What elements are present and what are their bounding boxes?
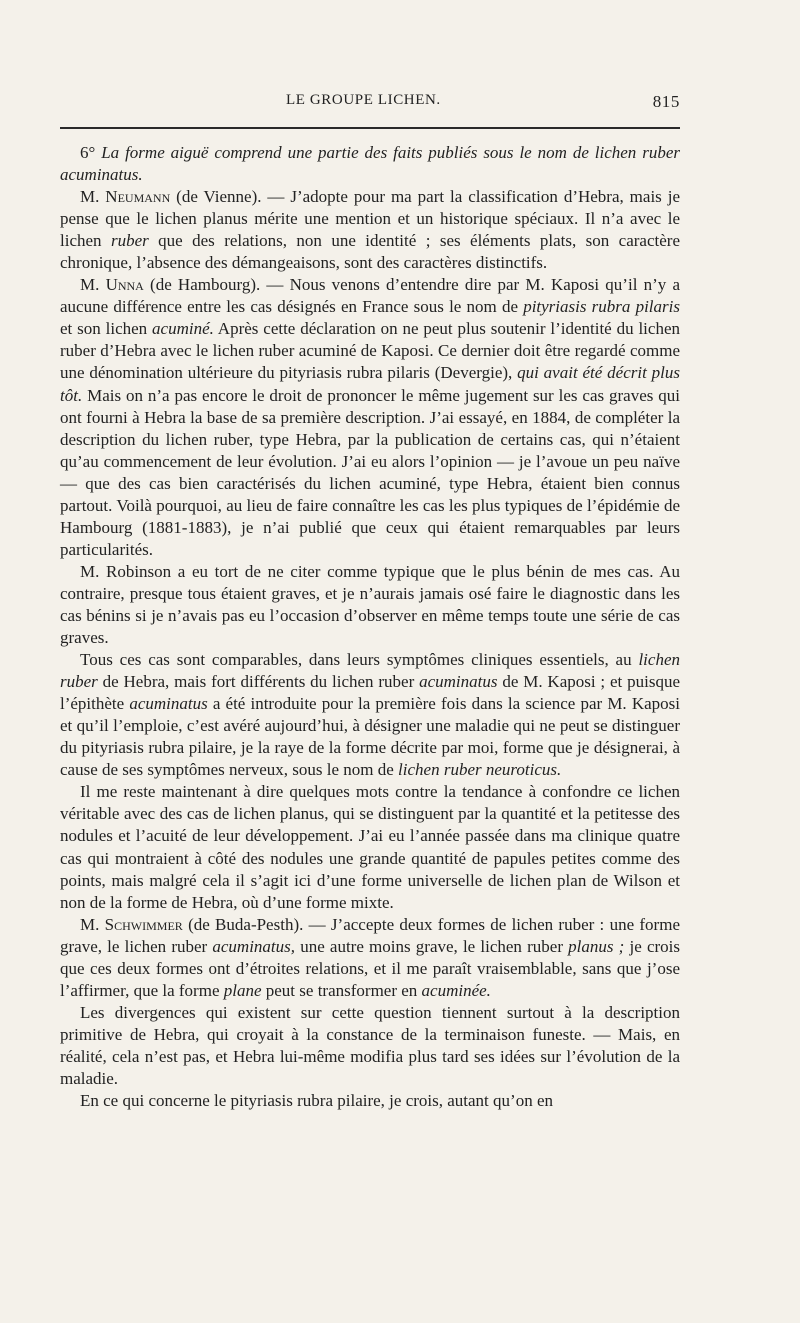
italic-text: acuminatus,: [212, 936, 296, 956]
paragraph: [60, 142, 680, 186]
text-run: de M. Kaposi ; et puisque l’épithète: [60, 672, 680, 714]
text-body: [60, 142, 680, 1112]
text-run: a été introduite pour la première fois dans la science par M. Kaposi et qu’il l’emploie, c’est avéré aujourd’hui, à désigner une maladie qui ne peut se distinguer du pityriasis rubra pilaire, je la raye de la forme décrite par moi, forme que je désignerai, à cause de ses symptômes nerveux, sous le nom de: [60, 694, 680, 780]
italic-text: planus ;: [568, 936, 625, 956]
italic-text: acuminatus: [129, 694, 208, 714]
text-run: je crois que ces deux formes ont d’étroites relations, et il me paraît vraisemblable, sans que j’ose l’affirmer, que la forme: [60, 936, 680, 1000]
paragraph: [60, 1090, 680, 1112]
text-run: M.: [80, 275, 106, 295]
text-run: (de Hambourg). — Nous venons d’entendre dire par M. Kaposi qu’il n’y a aucune différence entre les cas désignés en France sous le nom de: [60, 275, 680, 317]
text-run: M. Robinson a eu tort de ne citer comme typique que le plus bénin de mes cas. Au contraire, presque tous étaient graves, et je n’aurais jamais osé faire le diagnostic dans les cas bénins si je n’avais pas eu l’occasion d’observer en même temps toute une série de cas graves.: [60, 561, 680, 648]
italic-text: acuminée.: [421, 980, 491, 1000]
text-run: 6°: [80, 143, 102, 162]
paragraph: [60, 561, 680, 649]
text-run: Mais on n’a pas encore le droit de prononcer le même jugement sur les cas graves qui ont fourni à Hebra la base de sa première description. J’ai essayé, en 1884, de compléter la description du lichen ruber, type Hebra, par la publication de certains cas, qui n’étaient qu’au commencement de leur évolution. J’ai eu alors l’opinion — je l’avoue un peu naïve — que des cas bien caractérisés du lichen acuminé, type Hebra, étaient bien connus partout. Voilà pourquoi, au lieu de faire connaître les cas les plus typiques de l’épidémie de Hambourg (1881-1883), je n’ai publié que ceux qui étaient remarquables par leurs particularités.: [60, 385, 680, 559]
text-run: Tous ces cas sont comparables, dans leurs symptômes cliniques essentiels, au: [80, 650, 639, 670]
text-run: Après cette déclaration on ne peut plus soutenir l’identité du lichen ruber d’Hebra avec le lichen ruber acuminé de Kaposi. Ce dernier doit être regardé comme une dénomination ultérieure du pityriasis rubra pilaris (Devergie),: [60, 319, 680, 383]
italic-text: pityriasis rubra pilaris: [523, 297, 680, 317]
text-run: Il me reste maintenant à dire quelques mots contre la tendance à confondre ce lichen véritable avec des cas de lichen planus, qui se distinguent par la quantité et la petitesse des nodules et l’acuité de leur développement. J’ai eu l’année passée dans ma clinique quatre cas qui montraient à côté des nodules une grande quantité de papules petites comme des points, mais malgré cela il s’agit ici d’une forme universelle de lichen plan de Wilson et non de la forme de Hebra, où d’une forme mixte.: [60, 782, 680, 912]
text-run: peut se transformer en: [261, 980, 422, 1000]
text-run: M.: [80, 914, 105, 934]
text-run: Les divergences qui existent sur cette question tiennent surtout à la description primitive de Hebra, qui croyait à la constance de la terminaison funeste. — Mais, en réalité, cela n’est pas, et Hebra lui-même modifia plus tard ses idées sur l’évolution de la maladie.: [60, 1002, 680, 1088]
running-title: LE GROUPE LICHEN.: [286, 92, 441, 108]
text-run: (de Buda-Pesth). — J’accepte deux formes de lichen ruber : une forme grave, le lichen ruber: [60, 914, 680, 956]
italic-text: lichen ruber neuroticus.: [398, 760, 562, 780]
italic-text: ruber: [110, 231, 149, 251]
italic-text: La forme aiguë comprend une partie des faits publiés sous le nom de lichen ruber acuminatus.: [60, 143, 680, 185]
text-run: une autre moins grave, le lichen ruber: [295, 936, 569, 956]
paragraph: [60, 781, 680, 913]
paragraph: [60, 1002, 680, 1090]
author-name: Schwimmer: [104, 914, 183, 934]
author-name: Unna: [105, 275, 144, 295]
text-run: (de Vienne). — J’adopte pour ma part la classification d’Hebra, mais je pense que le lichen planus mérite une mention et un historique spéciaux. Il n’a avec le lichen: [60, 187, 680, 251]
italic-text: qui avait été décrit plus tôt.: [60, 363, 680, 405]
text-run: En ce qui concerne le pityriasis rubra pilaire, je crois, autant qu’on en: [80, 1091, 553, 1111]
text-run: M.: [80, 187, 106, 207]
text-run: et son lichen: [60, 319, 153, 339]
author-name: Neumann: [105, 187, 171, 207]
paragraph: [60, 649, 680, 781]
page-number: 815: [652, 92, 680, 111]
italic-text: plane: [223, 980, 262, 1000]
running-header: [60, 92, 680, 116]
italic-text: lichen ruber: [60, 650, 680, 692]
italic-text: acuminé.: [152, 319, 214, 339]
paragraph: [60, 274, 680, 561]
text-run: de Hebra, mais fort différents du lichen ruber: [97, 672, 420, 692]
text-run: que des relations, non une identité ; ses éléments plats, son caractère chronique, l’absence des démangeaisons, sont des caractères distinctifs.: [60, 231, 680, 273]
header-rule: [60, 127, 680, 129]
italic-text: acuminatus: [419, 672, 498, 692]
paragraph: [60, 186, 680, 274]
paragraph: [60, 914, 680, 1002]
